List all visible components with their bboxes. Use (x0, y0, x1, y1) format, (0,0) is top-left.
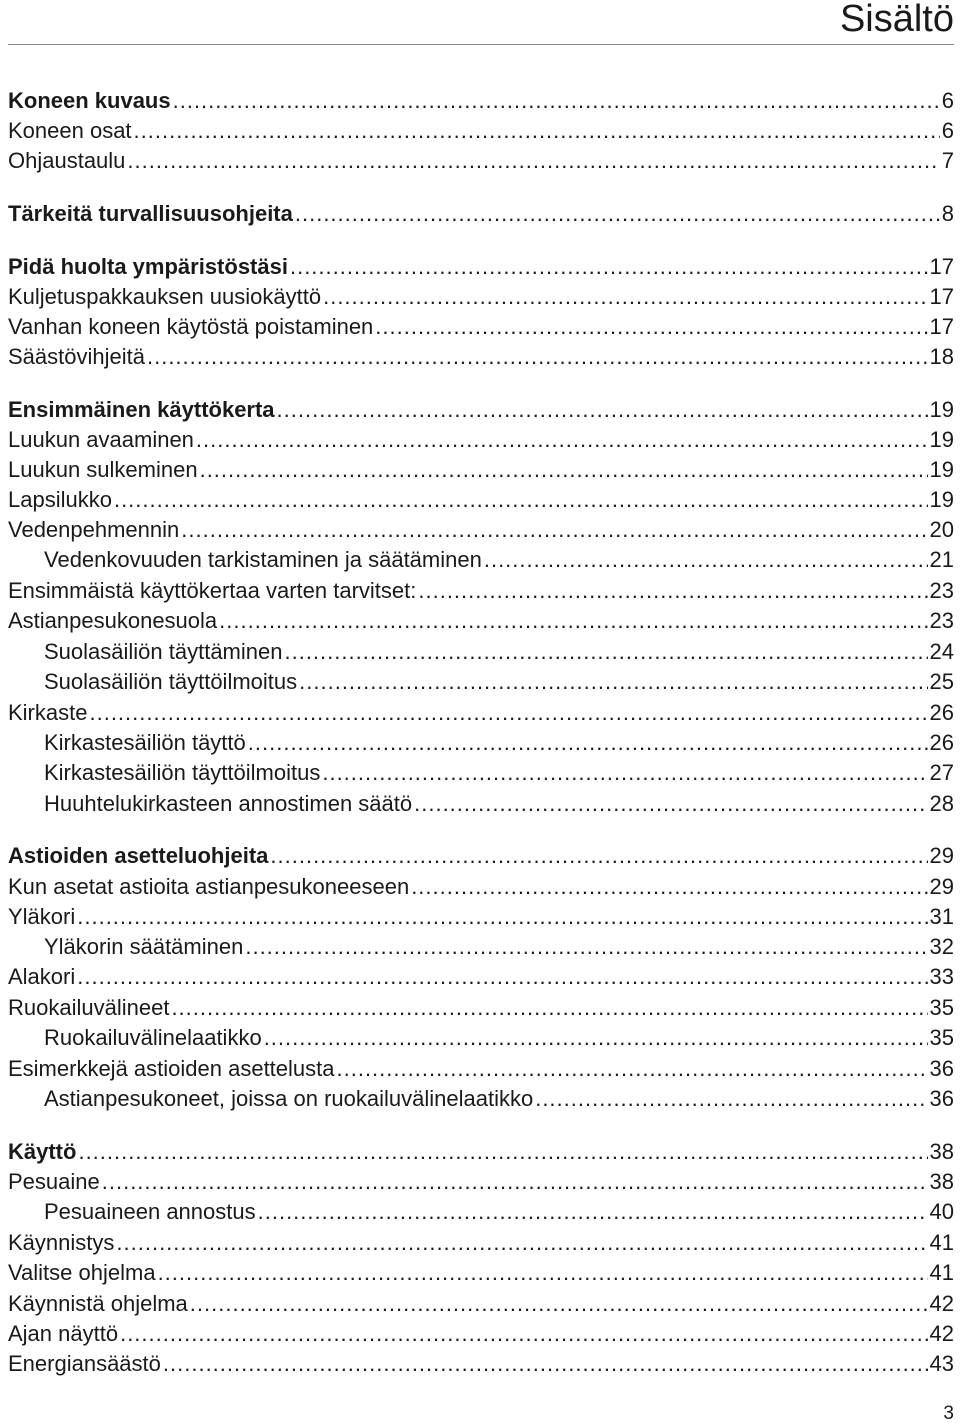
toc-dot-leader (270, 841, 927, 871)
toc-entry-label: Vedenkovuuden tarkistaminen ja säätäminen (44, 547, 482, 572)
toc-dot-leader (295, 199, 940, 229)
toc-entry-label: Kirkaste (8, 700, 88, 725)
toc-dot-leader (116, 1228, 927, 1258)
toc-entry-label: Luukun avaaminen (8, 427, 194, 452)
toc-dot-leader (89, 698, 927, 728)
toc-entry-page: 21 (929, 547, 954, 572)
toc-entry-label: Käynnistys (8, 1230, 115, 1255)
toc-entry[interactable] (8, 116, 954, 146)
toc-entry[interactable] (8, 606, 954, 636)
toc-entry-page: 17 (929, 314, 954, 339)
toc-dot-leader (264, 1023, 928, 1053)
toc-entry-label: Koneen osat (8, 118, 132, 143)
toc-entry-page: 25 (929, 669, 954, 694)
toc-entry-label: Ruokailuvälinelaatikko (44, 1025, 262, 1050)
toc-entry[interactable] (8, 1167, 954, 1197)
toc-entry-label: Suolasäiliön täyttäminen (44, 639, 283, 664)
toc-dot-leader (418, 576, 927, 606)
toc-entry-label: Huuhtelukirkasteen annostimen säätö (44, 791, 413, 816)
toc-entry[interactable] (8, 199, 954, 229)
toc-dot-leader (299, 667, 927, 697)
toc-entry-label: Ensimmäinen käyttökerta (8, 397, 275, 422)
toc-dot-leader (77, 962, 927, 992)
toc-entry-page: 36 (929, 1056, 954, 1081)
page-title: Sisältö (839, 0, 954, 40)
toc-entry[interactable] (44, 1023, 954, 1053)
toc-entry[interactable] (8, 1289, 954, 1319)
toc-dot-leader (337, 1054, 928, 1084)
toc-dot-leader (284, 637, 927, 667)
toc-dot-leader (258, 1197, 928, 1227)
toc-dot-leader (535, 1084, 927, 1114)
toc-entry-page: 29 (929, 874, 954, 899)
toc-entry-page: 31 (929, 904, 954, 929)
toc-entry[interactable] (8, 146, 954, 176)
toc-entry[interactable] (44, 932, 954, 962)
toc-entry-label: Ruokailuvälineet (8, 995, 170, 1020)
toc-dot-leader (173, 86, 940, 116)
toc-dot-leader (245, 932, 927, 962)
toc-entry-page: 8 (941, 201, 954, 226)
toc-entry[interactable] (8, 515, 954, 545)
toc-entry-page: 19 (929, 427, 954, 452)
toc-entry-page: 41 (929, 1230, 954, 1255)
toc-dot-leader (163, 1349, 928, 1379)
toc-entry-label: Astianpesukonesuola (8, 608, 218, 633)
toc-entry-page: 42 (929, 1291, 954, 1316)
toc-entry[interactable] (8, 1319, 954, 1349)
toc-entry-page: 28 (929, 791, 954, 816)
toc-entry[interactable] (8, 698, 954, 728)
toc-dot-leader (290, 252, 928, 282)
toc-entry-page: 17 (929, 284, 954, 309)
toc-entry-label: Käyttö (8, 1139, 77, 1164)
toc-entry[interactable] (44, 667, 954, 697)
toc-entry-label: Yläkorin säätäminen (44, 934, 244, 959)
toc-entry[interactable] (8, 485, 954, 515)
toc-entry[interactable] (8, 872, 954, 902)
toc-entry[interactable] (44, 637, 954, 667)
toc-entry-page: 32 (929, 934, 954, 959)
toc-entry-label: Ensimmäistä käyttökertaa varten tarvitset: (8, 578, 417, 603)
toc-entry[interactable] (8, 282, 954, 312)
toc-entry-page: 6 (941, 118, 954, 143)
toc-entry-page: 27 (929, 760, 954, 785)
toc-dot-leader (147, 342, 928, 372)
toc-entry[interactable] (8, 841, 954, 871)
toc-entry-label: Ohjaustaulu (8, 148, 126, 173)
toc-dot-leader (77, 902, 927, 932)
toc-entry-label: Astioiden asetteluohjeita (8, 843, 269, 868)
toc-dot-leader (190, 1289, 928, 1319)
toc-entry[interactable] (8, 1349, 954, 1379)
toc-entry-label: Kuljetuspakkauksen uusiokäyttö (8, 284, 322, 309)
toc-entry-page: 7 (941, 148, 954, 173)
toc-entry-label: Valitse ohjelma (8, 1260, 156, 1285)
toc-dot-leader (375, 312, 927, 342)
toc-entry-label: Alakori (8, 964, 76, 989)
toc-entry[interactable] (8, 86, 954, 116)
toc-entry[interactable] (8, 312, 954, 342)
toc-entry[interactable] (44, 545, 954, 575)
toc-entry[interactable] (44, 758, 954, 788)
toc-dot-leader (196, 425, 928, 455)
toc-dot-leader (277, 395, 928, 425)
toc-entry-label: Suolasäiliön täyttöilmoitus (44, 669, 298, 694)
toc-entry-page: 42 (929, 1321, 954, 1346)
toc-entry-page: 17 (929, 254, 954, 279)
toc-dot-leader (127, 146, 939, 176)
toc-entry-label: Energiansäästö (8, 1351, 161, 1376)
toc-entry-page: 26 (929, 700, 954, 725)
toc-dot-leader (219, 606, 927, 636)
toc-entry[interactable] (8, 252, 954, 282)
toc-entry-page: 24 (929, 639, 954, 664)
toc-entry[interactable] (8, 425, 954, 455)
title-divider (8, 44, 954, 45)
toc-entry[interactable] (8, 1137, 954, 1167)
toc-entry-label: Käynnistä ohjelma (8, 1291, 188, 1316)
toc-dot-leader (248, 728, 928, 758)
toc-dot-leader (114, 485, 928, 515)
toc-entry[interactable] (44, 1197, 954, 1227)
toc-entry-page: 19 (929, 457, 954, 482)
toc-entry-page: 38 (929, 1139, 954, 1164)
toc-entry-label: Luukun sulkeminen (8, 457, 198, 482)
toc-entry[interactable] (44, 728, 954, 758)
toc-entry-page: 29 (929, 843, 954, 868)
toc-entry-page: 26 (929, 730, 954, 755)
toc-dot-leader (102, 1167, 928, 1197)
toc-entry-label: Pesuaine (8, 1169, 100, 1194)
toc-entry-label: Astianpesukoneet, joissa on ruokailuvälinelaatikko (44, 1086, 534, 1111)
toc-entry[interactable] (8, 342, 954, 372)
toc-dot-leader (171, 993, 927, 1023)
toc-entry[interactable] (8, 455, 954, 485)
toc-entry-label: Vedenpehmennin (8, 517, 180, 542)
toc-entry-label: Säästövihjeitä (8, 344, 145, 369)
toc-entry[interactable] (8, 1228, 954, 1258)
toc-entry-page: 33 (929, 964, 954, 989)
toc-entry-page: 19 (929, 487, 954, 512)
toc-dot-leader (78, 1137, 927, 1167)
toc-entry[interactable] (8, 576, 954, 606)
toc-entry[interactable] (8, 395, 954, 425)
toc-entry[interactable] (8, 993, 954, 1023)
toc-dot-leader (158, 1258, 928, 1288)
toc-entry-page: 41 (929, 1260, 954, 1285)
toc-dot-leader (200, 455, 928, 485)
toc-dot-leader (411, 872, 927, 902)
toc-dot-leader (414, 789, 927, 819)
toc-entry[interactable] (44, 789, 954, 819)
toc-entry-label: Tärkeitä turvallisuusohjeita (8, 201, 293, 226)
toc-entry-label: Kun asetat astioita astianpesukoneeseen (8, 874, 410, 899)
toc-entry-label: Lapsilukko (8, 487, 112, 512)
toc-dot-leader (120, 1319, 927, 1349)
toc-entry-page: 20 (929, 517, 954, 542)
toc-entry-page: 23 (929, 608, 954, 633)
toc-entry-page: 43 (929, 1351, 954, 1376)
toc-entry[interactable] (8, 1054, 954, 1084)
toc-entry-label: Pesuaineen annostus (44, 1199, 256, 1224)
toc-dot-leader (323, 282, 927, 312)
toc-entry-label: Koneen kuvaus (8, 88, 171, 113)
toc-entry-label: Kirkastesäiliön täyttöilmoitus (44, 760, 321, 785)
toc-entry[interactable] (8, 902, 954, 932)
page-number: 3 (943, 1403, 954, 1424)
toc-entry[interactable] (8, 962, 954, 992)
toc-entry-label: Esimerkkejä astioiden asettelusta (8, 1056, 335, 1081)
toc-entry-label: Ajan näyttö (8, 1321, 119, 1346)
toc-entry-page: 35 (929, 995, 954, 1020)
toc-entry-page: 23 (929, 578, 954, 603)
toc-entry-page: 38 (929, 1169, 954, 1194)
toc-dot-leader (134, 116, 940, 146)
toc-dot-leader (322, 758, 927, 788)
toc-entry-page: 6 (941, 88, 954, 113)
toc-entry-label: Yläkori (8, 904, 76, 929)
toc-entry-page: 19 (929, 397, 954, 422)
toc-entry-page: 35 (929, 1025, 954, 1050)
toc-entry-label: Pidä huolta ympäristöstäsi (8, 254, 288, 279)
toc-entry[interactable] (44, 1084, 954, 1114)
toc-entry-page: 40 (929, 1199, 954, 1224)
toc-dot-leader (484, 545, 928, 575)
toc-entry[interactable] (8, 1258, 954, 1288)
toc-entry-page: 18 (929, 344, 954, 369)
toc-entry-label: Kirkastesäiliön täyttö (44, 730, 246, 755)
toc-entry-page: 36 (929, 1086, 954, 1111)
toc-dot-leader (181, 515, 927, 545)
toc-entry-label: Vanhan koneen käytöstä poistaminen (8, 314, 374, 339)
